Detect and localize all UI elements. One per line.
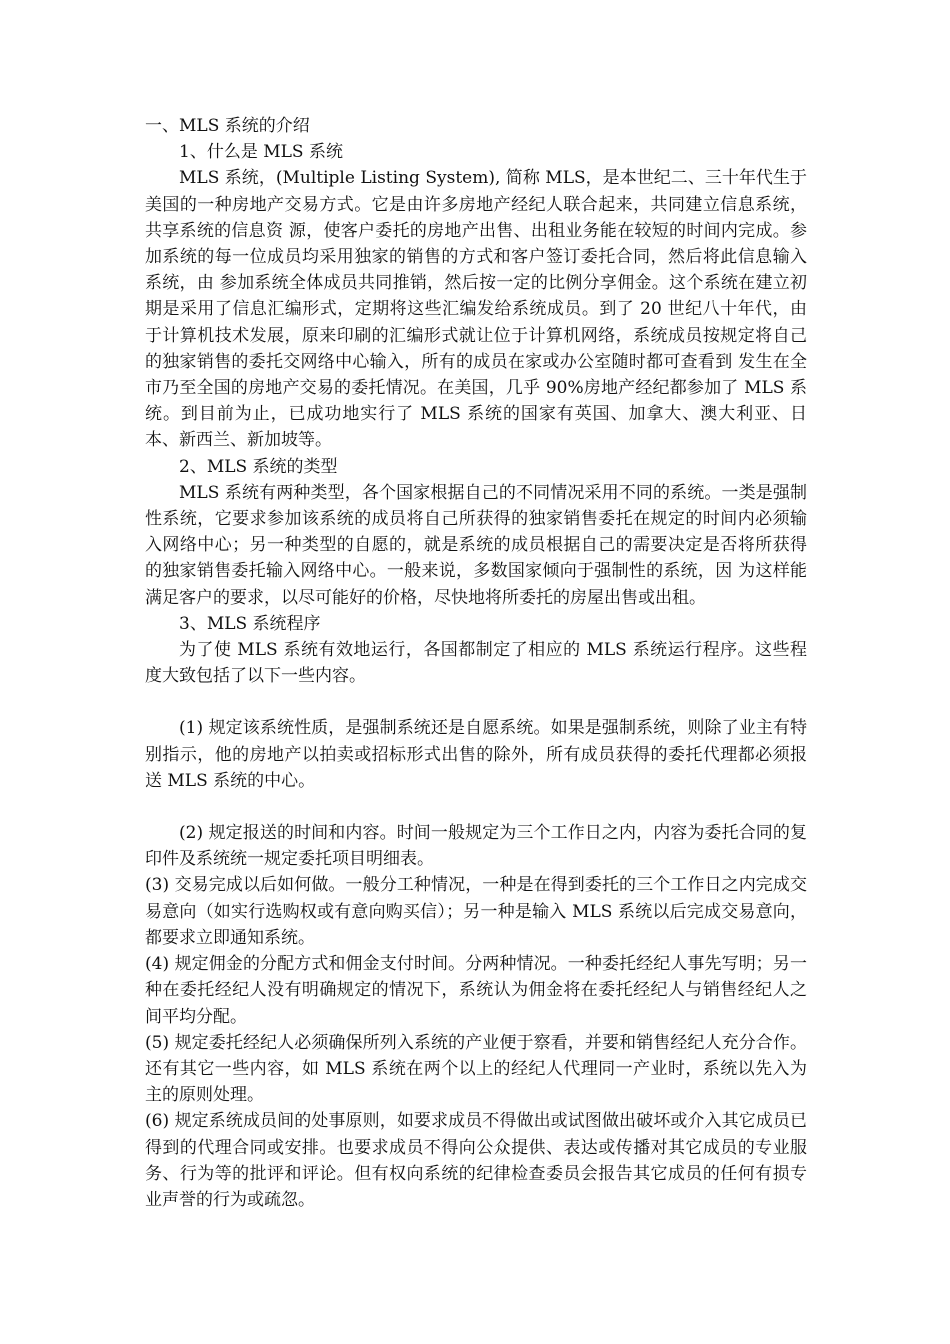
- list-item-2: (2) 规定报送的时间和内容。时间一般规定为三个工作日之内，内容为委托合同的复印件及系统统一规定委托项目明细表。: [145, 823, 807, 870]
- list-item-6: (6) 规定系统成员间的处事原则，如要求成员不得做出或试图做出破坏或介入其它成员已得到的代理合同或安排。也要求成员不得向公众提供、表达或传播对其它成员的专业服务、行为等的批评和评论。但有权向系统的纪律检查委员会报告其它成员的任何有损专业声誉的行为或疏忽。: [145, 1111, 807, 1210]
- subsection-3-title: 3、MLS 系统程序: [179, 613, 321, 634]
- subsection-2-body: MLS 系统有两种类型，各个国家根据自己的不同情况采用不同的系统。一类是强制性系统，它要求参加该系统的成员将自己所获得的独家销售委托在规定的时间内必须输 入网络中心；另一种类型的自愿的，就是系统的成员根据自己的需要决定是否将所获得的独家销售委托输入网络中心。一般来说，多数国家倾向于强制性的系统，因 为这样能满足客户的要求，以尽可能好的价格，尽快地将所委托的房屋出售或出租。: [145, 482, 807, 608]
- subsection-2-title: 2、MLS 系统的类型: [179, 456, 338, 477]
- list-item-1: (1) 规定该系统性质，是强制系统还是自愿系统。如果是强制系统，则除了业主有特别指示，他的房地产以拍卖或招标形式出售的除外，所有成员获得的委托代理都必须报送 MLS 系统的中心。: [145, 718, 807, 791]
- subsection-1-title: 1、什么是 MLS 系统: [179, 142, 343, 163]
- list-item-4: (4) 规定佣金的分配方式和佣金支付时间。分两种情况。一种委托经纪人事先写明；另一种在委托经纪人没有明确规定的情况下，系统认为佣金将在委托经纪人与销售经纪人之间平均分配。: [145, 954, 807, 1027]
- list-item-3: (3) 交易完成以后如何做。一般分工种情况，一种是在得到委托的三个工作日之内完成交易意向（如实行选购权或有意向购买信）；另一种是输入 MLS 系统以后完成交易意向，都要求立即通知系统。: [145, 875, 807, 948]
- subsection-1-body: MLS 系统，(Multiple Listing System), 简称 MLS，是本世纪二、三十年代生于美国的一种房地产交易方式。它是由许多房地产经纪人联合起来，共同建立信息系统，共享系统的信息资 源，使客户委托的房地产出售、出租业务能在较短的时间内完成。参加系统的每一位成员均采用独家的销售的方式和客户签订委托合同，然后将此信息输入系统，由 参加系统全体成员共同推销，然后按一定的比例分享佣金。这个系统在建立初期是采用了信息汇编形式，定期将这些汇编发给系统成员。到了 20 世纪八十年代，由 于计算机技术发展，原来印刷的汇编形式就让位于计算机网络，系统成员按规定将自己的独家销售的委托交网络中心输入，所有的成员在家或办公室随时都可查看到 发生在全市乃至全国的房地产交易的委托情况。在美国，几乎 90%房地产经纪都参加了 MLS 系统。到目前为止，已成功地实行了 MLS 系统的国家有英国、加拿大、澳大利亚、日本、新西兰、新加坡等。: [145, 168, 807, 451]
- list-item-5: (5) 规定委托经纪人必须确保所列入系统的产业便于察看，并要和销售经纪人充分合作。还有其它一些内容，如 MLS 系统在两个以上的经纪人代理同一产业时，系统以先入为主的原则处理。: [145, 1032, 807, 1106]
- subsection-3-body: 为了使 MLS 系统有效地运行，各国都制定了相应的 MLS 系统运行程序。这些程度大致包括了以下一些内容。: [145, 640, 807, 687]
- document-page: [145, 113, 807, 1213]
- section-title: 一、MLS 系统的介绍: [145, 116, 310, 136]
